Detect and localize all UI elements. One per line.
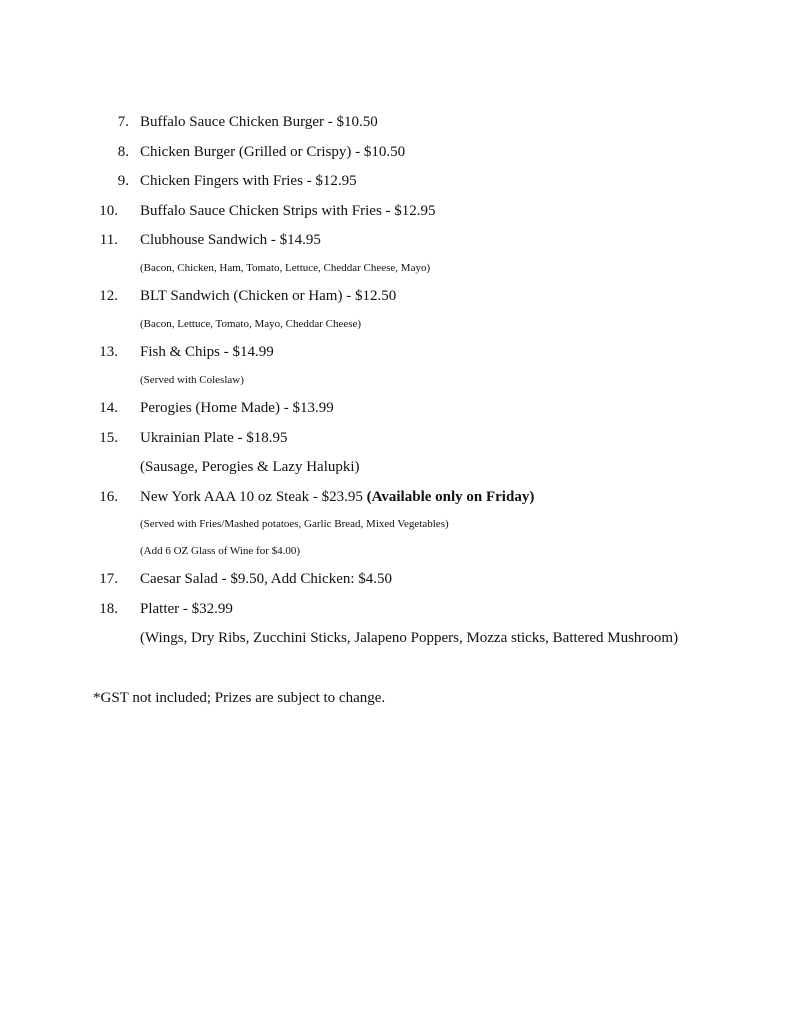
item-note: (Served with Fries/Mashed potatoes, Garlic Bread, Mixed Vegetables)	[140, 518, 449, 530]
item-title: Chicken Burger (Grilled or Crispy) - $10.50	[140, 144, 406, 160]
item-title: Buffalo Sauce Chicken Burger - $10.50	[140, 114, 378, 130]
item-title	[140, 488, 534, 506]
item-number: 7.	[117, 114, 129, 130]
item-note: (Served with Coleslaw)	[140, 374, 244, 386]
item-note: (Bacon, Chicken, Ham, Tomato, Lettuce, Cheddar Cheese, Mayo)	[140, 262, 431, 274]
item-note: (Wings, Dry Ribs, Zucchini Sticks, Jalapeno Poppers, Mozza sticks, Battered Mushroom)	[140, 630, 679, 646]
item-number: 9.	[117, 173, 129, 189]
item-availability: (Available only on Friday)	[366, 489, 535, 505]
item-title: Fish & Chips - $14.99	[140, 344, 274, 360]
item-number: 12.	[99, 288, 118, 304]
item-number: 18.	[99, 601, 118, 617]
footer-disclaimer: *GST not included; Prizes are subject to change.	[93, 690, 386, 706]
item-title: BLT Sandwich (Chicken or Ham) - $12.50	[140, 288, 397, 304]
item-title: Platter - $32.99	[140, 601, 233, 617]
item-note: (Sausage, Perogies & Lazy Halupki)	[140, 459, 360, 475]
item-number: 13.	[99, 344, 118, 360]
item-number: 16.	[99, 489, 118, 505]
item-title: Buffalo Sauce Chicken Strips with Fries - $12.95	[140, 203, 436, 219]
item-note: (Add 6 OZ Glass of Wine for $4.00)	[140, 545, 301, 557]
item-number: 10.	[99, 203, 118, 219]
item-title: Caesar Salad - $9.50, Add Chicken: $4.50	[140, 571, 393, 587]
item-title: Clubhouse Sandwich - $14.95	[140, 232, 321, 248]
item-number: 14.	[99, 400, 118, 416]
item-number: 15.	[99, 430, 118, 446]
item-number: 17.	[99, 571, 118, 587]
item-note: (Bacon, Lettuce, Tomato, Mayo, Cheddar Cheese)	[140, 318, 362, 330]
item-title: Chicken Fingers with Fries - $12.95	[140, 173, 357, 189]
item-number: 11.	[99, 232, 118, 248]
item-title: Ukrainian Plate - $18.95	[140, 430, 288, 446]
item-title-text: New York AAA 10 oz Steak - $23.95	[140, 489, 363, 505]
item-title: Perogies (Home Made) - $13.99	[140, 400, 334, 416]
item-number: 8.	[117, 144, 129, 160]
